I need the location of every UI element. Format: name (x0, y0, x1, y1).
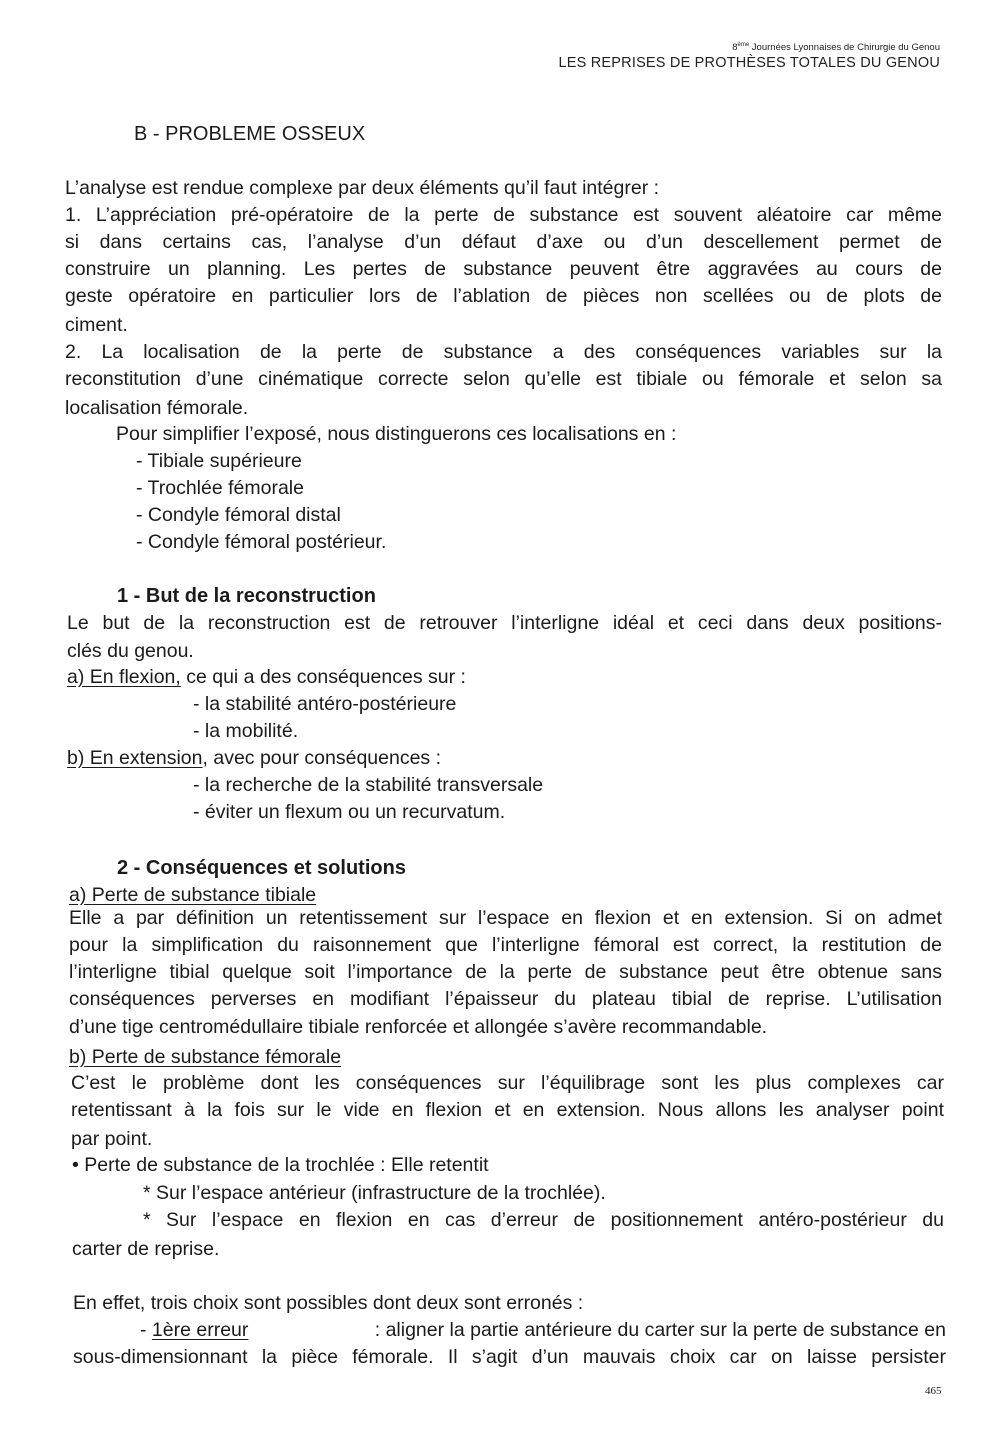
body-line: En effet, trois choix sont possibles dont deux sont erronés : (73, 1292, 584, 1314)
list-item: - Condyle fémoral postérieur. (136, 531, 387, 553)
list-item: - Condyle fémoral distal (136, 504, 341, 526)
body-line: sous-dimensionnant la pièce fémorale. Il s’agit d’un mauvais choix car on laisse persister (73, 1346, 946, 1368)
erreur-head (140, 1318, 248, 1342)
list-item: - éviter un flexum ou un recurvatum. (193, 801, 506, 823)
body-line: Le but de la reconstruction est de retrouver l’interligne idéal et ceci dans deux positions- (67, 612, 942, 634)
extension-label: b) En extension (67, 747, 203, 769)
header-sup: ème (737, 42, 750, 48)
body-line: C’est le problème dont les conséquences sur l’équilibrage sont les plus complexes car (71, 1072, 944, 1094)
intro-line: 2. La localisation de la perte de substance a des conséquences variables sur la (65, 341, 942, 363)
header-number: 8 (732, 42, 738, 54)
intro-line: L’analyse est rendue complexe par deux éléments qu’il faut intégrer : (65, 177, 660, 199)
intro-line: geste opératoire en particulier lors de l’ablation de pièces non scellées ou de plots de (65, 285, 942, 307)
erreur-text: : aligner la partie antérieure du carter sur la perte de substance en (374, 1319, 946, 1341)
intro-line: reconstitution d’une cinématique correcte selon qu’elle est tibiale ou fémorale et selon sa (65, 368, 942, 390)
list-item: - la mobilité. (193, 720, 299, 742)
extension-line (67, 746, 441, 770)
body-line: carter de reprise. (72, 1238, 220, 1260)
page-number: 465 (925, 1385, 942, 1397)
intro-line: localisation fémorale. (65, 397, 249, 419)
flexion-line (67, 665, 466, 689)
heading-consequences: 2 - Conséquences et solutions (117, 857, 406, 879)
body-line: d’une tige centromédullaire tibiale renforcée et allongée s’avère recommandable. (69, 1016, 768, 1038)
intro-line: construire un planning. Les pertes de substance peuvent être aggravées au cours de (65, 258, 942, 280)
intro-line: 1. L’appréciation pré-opératoire de la perte de substance est souvent aléatoire car même (65, 204, 942, 226)
list-item: * Sur l’espace en flexion en cas d’erreur de positionnement antéro-postérieur du (143, 1209, 944, 1231)
body-line: conséquences perverses en modifiant l’épaisseur du plateau tibial de reprise. L’utilisation (69, 988, 942, 1010)
list-item: - la recherche de la stabilité transversale (193, 774, 544, 796)
body-line: l’interligne tibial quelque soit l’importance de la perte de substance peut être obtenue sans (69, 961, 942, 983)
erreur-dash: - (140, 1319, 152, 1341)
body-line: pour la simplification du raisonnement que l’interligne fémoral est correct, la restitution de (69, 934, 942, 956)
section-title: B - PROBLEME OSSEUX (134, 123, 366, 145)
heading-but: 1 - But de la reconstruction (117, 585, 376, 607)
body-line: clés du genou. (67, 640, 194, 662)
intro-line: ciment. (65, 314, 128, 336)
flexion-label: a) En flexion, (67, 666, 181, 688)
body-line: par point. (71, 1128, 153, 1150)
header-title: LES REPRISES DE PROTHÈSES TOTALES DU GENOU (558, 55, 940, 71)
subheading-femorale: b) Perte de substance fémorale (69, 1046, 342, 1068)
list-item: - Trochlée fémorale (136, 477, 304, 499)
erreur-label: 1ère erreur (151, 1319, 249, 1341)
flexion-text: ce qui a des conséquences sur : (180, 666, 466, 688)
subheading-tibiale: a) Perte de substance tibiale (69, 884, 317, 906)
body-line: retentissant à la fois sur le vide en flexion et en extension. Nous allons les analyser point (71, 1099, 944, 1121)
header-conference (732, 42, 940, 53)
erreur-line (140, 1318, 946, 1342)
body-line: Elle a par définition un retentissement sur l’espace en flexion et en extension. Si on admet (69, 907, 942, 929)
list-item: - Tibiale supérieure (136, 450, 302, 472)
list-item: - la stabilité antéro-postérieure (193, 693, 457, 715)
bullet-trochlee: • Perte de substance de la trochlée : Elle retentit (72, 1154, 489, 1176)
intro-line: si dans certains cas, l’analyse d’un défaut d’axe ou d’un descellement permet de (65, 231, 942, 253)
extension-text: , avec pour conséquences : (202, 747, 442, 769)
list-item: * Sur l’espace antérieur (infrastructure de la trochlée). (143, 1182, 606, 1204)
intro-line: Pour simplifier l’exposé, nous distinguerons ces localisations en : (116, 423, 677, 445)
header-conference-text: Journées Lyonnaises de Chirurgie du Genou (749, 42, 940, 54)
